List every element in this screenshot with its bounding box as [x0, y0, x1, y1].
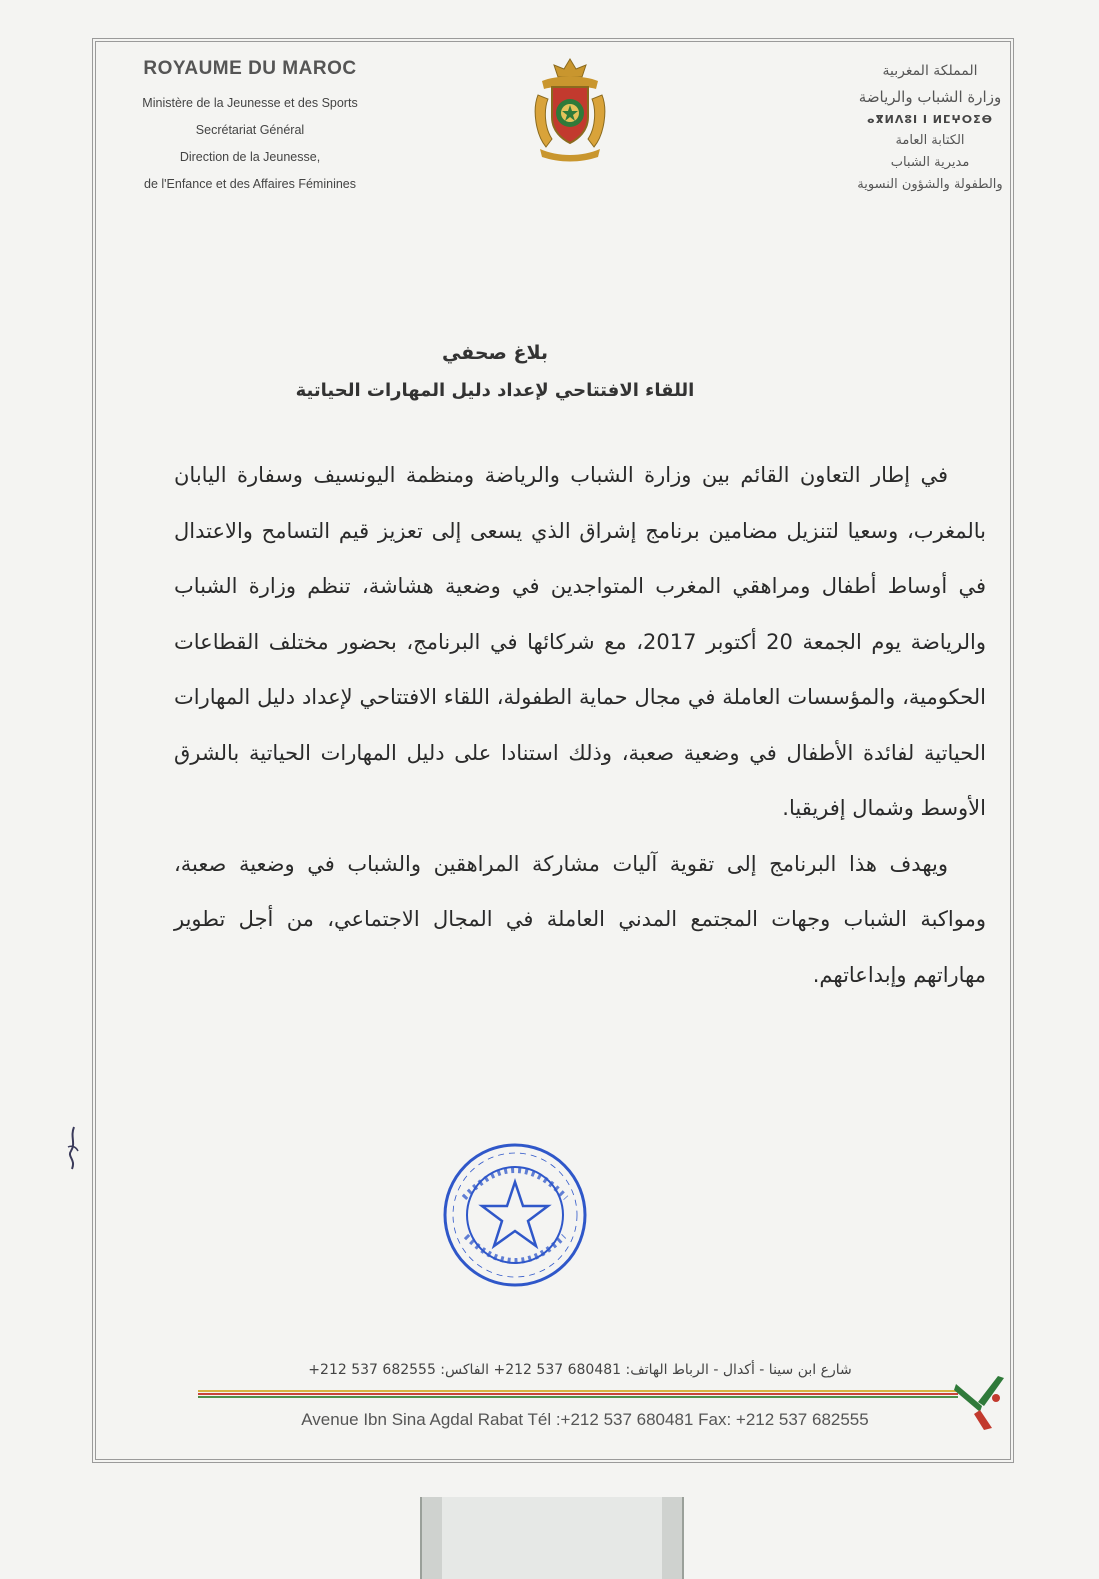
scan-artifact-strip: [420, 1497, 684, 1579]
ministry-logo-icon: [950, 1372, 1010, 1432]
secretariat-ar: الكتابة العامة: [895, 133, 965, 148]
official-stamp-icon: [440, 1140, 590, 1290]
body-paragraph-1: في إطار التعاون القائم بين وزارة الشباب والرياضة ومنظمة اليونسيف وسفارة اليابان بالمغرب، وسعيا لتنزيل مضامين برنامج إشراق الذي يسعى إلى تعزيز قيم التسامح والاعتدال في أوساط أطفال ومراهقي المغرب المتواجدين في وضعية هشاشة، تنظم وزارة الشباب والرياضة يوم الجمعة 20 أكتوبر 2017، مع شركائها في البرنامج، بحضور مختلف القطاعات الحكومية، والمؤسسات العاملة في مجال حماية الطفولة، اللقاء الافتتاحي لإعداد دليل المهارات الحياتية لفائدة الأطفال في وضعية صعبة، وذلك استنادا على دليل المهارات الحياتية بالشرق الأوسط وشمال إفريقيا.: [174, 463, 986, 820]
body-paragraph-2: ويهدف هذا البرنامج إلى تقوية آليات مشاركة المراهقين والشباب في وضعية صعبة، ومواكبة الشباب وجهات المجتمع المدني العاملة في المجال الاجتماعي، من أجل تطوير مهاراتهم وإبداعاتهم.: [174, 851, 986, 987]
press-release-body: [174, 448, 986, 1003]
ministry-name-ar: وزارة الشباب والرياضة: [858, 88, 1002, 106]
letterhead-french: [120, 58, 380, 198]
ministry-name-tifinagh: ⴰⴳⵍⴷⵓⵏ ⵏ ⵍⵎⵖⵔⵉⴱ: [867, 113, 993, 126]
royal-coat-of-arms-icon: [530, 55, 610, 163]
footer-color-stripes: [198, 1390, 958, 1398]
secretariat-fr: Secrétariat Général: [195, 123, 305, 137]
document-subtitle: اللقاء الافتتاحي لإعداد دليل المهارات الحياتية: [295, 380, 695, 401]
letterhead-arabic: [830, 58, 1030, 196]
ministry-name-fr: Ministère de la Jeunesse et des Sports: [142, 96, 358, 110]
direction-ar: مديرية الشباب: [890, 155, 970, 170]
ink-mark-icon: [62, 1125, 84, 1175]
document-title: بلاغ صحفي: [441, 342, 549, 364]
scan-artifact-inner: [442, 1497, 662, 1579]
direction-fr: Direction de la Jeunesse,: [179, 150, 321, 164]
kingdom-title-ar: المملكة المغربية: [882, 63, 978, 79]
direction-fr-cont: de l'Enfance et des Affaires Féminines: [144, 177, 356, 191]
kingdom-title-fr: ROYAUME DU MAROC: [143, 58, 357, 79]
footer-address-french: Avenue Ibn Sina Agdal Rabat Tél :+212 537 680481 Fax: +212 537 682555: [301, 1410, 869, 1429]
footer-address-arabic: شارع ابن سينا - أكدال - الرباط الهاتف: 680481 537 212+ الفاكس: 682555 537 212+: [308, 1362, 852, 1378]
direction-ar-cont: والطفولة والشؤون النسوية: [857, 177, 1003, 192]
